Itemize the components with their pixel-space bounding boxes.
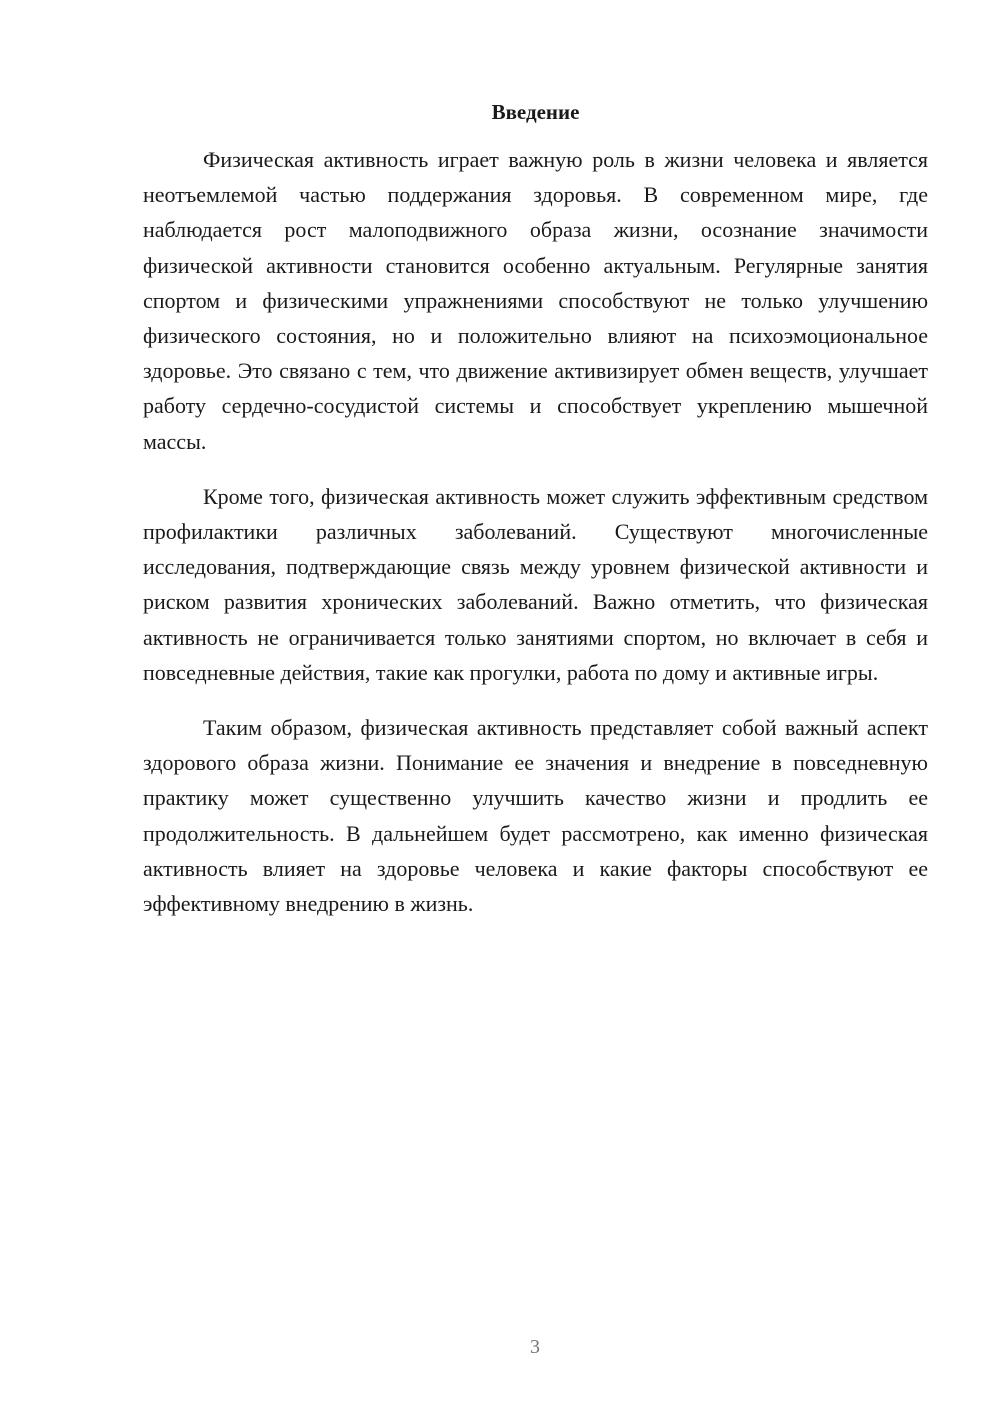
page-heading: Введение bbox=[491, 100, 580, 124]
paragraph-1: Физическая активность играет важную роль в жизни человека и является неотъемлемой частью поддержания здоровья. В современном мире, где наблюдается рост малоподвижного образа жизни, осознание значимости физической активности становится особенно актуальным. Регулярные занятия спортом и физическими упражнениями способствуют не только улучшению физического состояния, но и положительно влияют на психоэмоциональное здоровье. Это связано с тем, что движение активизирует обмен веществ, улучшает работу сердечно-сосудистой системы и способствует укреплению мышечной массы. bbox=[143, 147, 928, 454]
page-number: 3 bbox=[530, 1336, 540, 1358]
paragraph-3: Таким образом, физическая активность представляет собой важный аспект здорового образа жизни. Понимание ее значения и внедрение в повседневную практику может существенно улучшить качество жизни и продлить ее продолжительность. В дальнейшем будет рассмотрено, как именно физическая активность влияет на здоровье человека и какие факторы способствуют ее эффективному внедрению в жизнь. bbox=[143, 715, 928, 917]
paragraph-2: Кроме того, физическая активность может служить эффективным средством профилактики различных заболеваний. Существуют многочисленные исследования, подтверждающие связь между уровнем физической активности и риском развития хронических заболеваний. Важно отметить, что физическая активность не ограничивается только занятиями спортом, но включает в себя и повседневные действия, такие как прогулки, работа по дому и активные игры. bbox=[143, 483, 928, 685]
body-text bbox=[143, 142, 928, 921]
